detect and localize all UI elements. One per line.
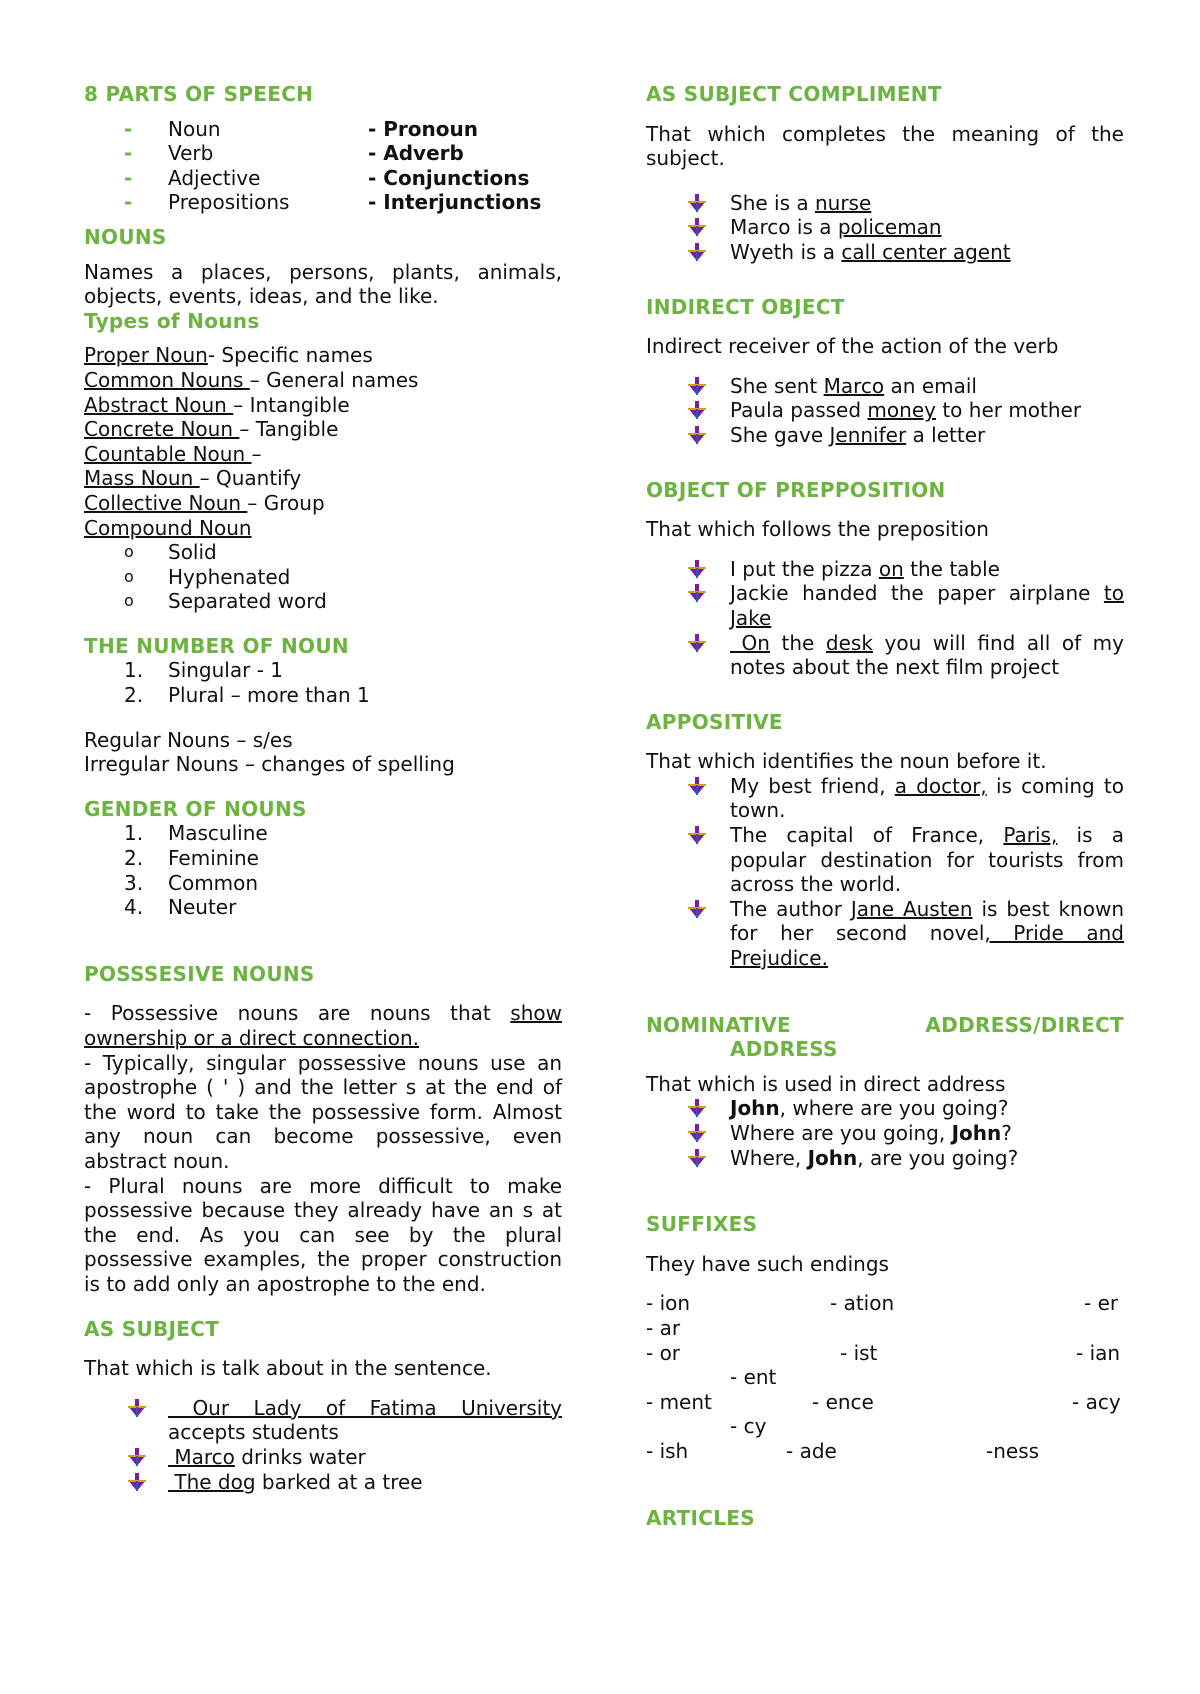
regular-nouns: Regular Nouns – s/es: [84, 727, 293, 752]
list-item: She is a nurse: [646, 191, 1124, 216]
possessive-p3: - Plural nouns are more difficult to make possessive because they already have an s at the end. As you can see by the plural possessive examples, the proper construction is to add only an apostrophe to the end.: [84, 1173, 562, 1296]
irregular-nouns: Irregular Nouns – changes of spelling: [84, 752, 455, 777]
suffixes-definition: They have such endings: [646, 1251, 889, 1276]
list-item: Where are you going, John?: [646, 1121, 1124, 1146]
arrow-bullet-icon: [646, 191, 730, 212]
appositive-definition: That which identifies the noun before it.: [646, 749, 1047, 774]
list-item: My best friend, a doctor, is coming to town.: [646, 774, 1124, 823]
suffixes-heading: SUFFIXES: [646, 1212, 758, 1237]
list-item: The capital of France, Paris, is a popular destination for tourists from across the world.: [646, 823, 1124, 897]
subject-compliment-definition: That which completes the meaning of the subject.: [646, 121, 1124, 171]
list-item: - or - ist - ian: [646, 1340, 1121, 1365]
list-item: - ion - ation - er: [646, 1291, 1119, 1316]
right-column: [646, 82, 1124, 1530]
list-item: - Adjective - Conjunctions: [124, 165, 530, 190]
list-item: Marco is a policeman: [646, 215, 1124, 240]
left-column: [84, 82, 562, 1494]
possessive-p2: - Typically, singular possessive nouns use an apostrophe ( ' ) and the letter s at the end of the word to take the possessive form. Almost any noun can become possessive, even abstract noun.: [84, 1050, 562, 1173]
list-item: 3. Common: [124, 870, 259, 895]
arrow-bullet-icon: [646, 823, 730, 844]
object-of-preposition-heading: OBJECT OF PREPPOSITION: [646, 477, 946, 502]
list-item: 4. Neuter: [124, 895, 237, 920]
list-item: - Noun - Pronoun: [124, 116, 478, 141]
arrow-bullet-icon: [646, 774, 730, 795]
list-item: Wyeth is a call center agent: [646, 240, 1124, 265]
list-item: Jackie handed the paper airplane to Jake: [646, 581, 1124, 630]
arrow-bullet-icon: [84, 1396, 168, 1417]
list-item: Countable Noun –: [84, 441, 262, 466]
gender-heading: GENDER OF NOUNS: [84, 796, 307, 821]
arrow-bullet-icon: [84, 1470, 168, 1491]
list-item: - ent: [730, 1365, 777, 1390]
arrow-bullet-icon: [646, 423, 730, 444]
articles-heading: ARTICLES: [646, 1505, 755, 1530]
list-item: - ar: [646, 1315, 681, 1340]
list-item: She gave Jennifer a letter: [646, 423, 1124, 448]
nominative-address-heading: NOMINATIVE ADDRESS/DIRECT: [646, 1012, 1124, 1037]
list-item: On the desk you will find all of my notes about the next film project: [646, 631, 1124, 680]
nominative-address-heading-cont: ADDRESS: [730, 1037, 838, 1062]
list-item: - Prepositions - Interjunctions: [124, 190, 542, 215]
list-item: Concrete Noun – Tangible: [84, 417, 339, 442]
list-item: o Solid: [124, 540, 217, 565]
subject-compliment-heading: AS SUBJECT COMPLIMENT: [646, 82, 942, 106]
list-item: The dog barked at a tree: [84, 1470, 562, 1495]
list-item: 1. Singular - 1: [124, 658, 283, 683]
list-item: 2. Feminine: [124, 846, 259, 871]
list-item: Where, John, are you going?: [646, 1146, 1124, 1171]
types-heading: Types of Nouns: [84, 308, 260, 333]
appositive-heading: APPOSITIVE: [646, 709, 783, 734]
arrow-bullet-icon: [646, 557, 730, 578]
list-item: Paula passed money to her mother: [646, 398, 1124, 423]
indirect-object-definition: Indirect receiver of the action of the verb: [646, 334, 1059, 359]
compound-kinds-list: [84, 540, 562, 614]
arrow-bullet-icon: [646, 215, 730, 236]
parts-of-speech-heading: 8 PARTS OF SPEECH: [84, 82, 314, 106]
possessive-heading: POSSSESIVE NOUNS: [84, 961, 315, 986]
arrow-bullet-icon: [646, 897, 730, 918]
list-item: o Separated word: [124, 589, 327, 614]
list-item: Common Nouns – General names: [84, 367, 419, 392]
arrow-bullet-icon: [646, 581, 730, 602]
types-list: [84, 343, 562, 540]
arrow-bullet-icon: [646, 1096, 730, 1117]
arrow-bullet-icon: [646, 374, 730, 395]
number-heading: THE NUMBER OF NOUN: [84, 633, 349, 658]
list-item: Proper Noun- Specific names: [84, 343, 373, 368]
list-item: - cy: [730, 1414, 767, 1439]
list-item: She sent Marco an email: [646, 374, 1124, 399]
possessive-p1: - Possessive nouns are nouns that show ownership or a direct connection.: [84, 1001, 562, 1050]
indirect-object-heading: INDIRECT OBJECT: [646, 294, 845, 319]
arrow-bullet-icon: [646, 398, 730, 419]
list-item: Abstract Noun – Intangible: [84, 392, 350, 417]
object-of-preposition-definition: That which follows the preposition: [646, 517, 989, 542]
arrow-bullet-icon: [646, 1146, 730, 1167]
as-subject-definition: That which is talk about in the sentence.: [84, 1356, 492, 1381]
list-item: Our Lady of Fatima University accepts students: [84, 1396, 562, 1445]
arrow-bullet-icon: [646, 240, 730, 261]
list-item: Collective Noun – Group: [84, 490, 325, 515]
list-item: 2. Plural – more than 1: [124, 683, 370, 708]
list-item: Mass Noun – Quantify: [84, 466, 302, 491]
list-item: I put the pizza on the table: [646, 557, 1124, 582]
suffix-list: [646, 1291, 1124, 1463]
arrow-bullet-icon: [84, 1445, 168, 1466]
list-item: - ish - ade -ness: [646, 1438, 1040, 1463]
arrow-bullet-icon: [646, 1121, 730, 1142]
list-item: John, where are you going?: [646, 1096, 1124, 1121]
list-item: - Verb - Adverb: [124, 141, 464, 166]
list-item: Compound Noun: [84, 515, 252, 540]
list-item: The author Jane Austen is best known for her second novel, Pride and Prejudice.: [646, 897, 1124, 971]
list-item: 1. Masculine: [124, 821, 268, 846]
list-item: Marco drinks water: [84, 1445, 562, 1470]
list-item: o Hyphenated: [124, 564, 291, 589]
nominative-address-definition: That which is used in direct address: [646, 1071, 1006, 1096]
parts-list: [84, 117, 562, 215]
list-item: - ment - ence - acy: [646, 1389, 1121, 1414]
nouns-heading: NOUNS: [84, 224, 167, 249]
nouns-definition: Names a places, persons, plants, animals, objects, events, ideas, and the like.: [84, 259, 562, 309]
arrow-bullet-icon: [646, 631, 730, 652]
as-subject-heading: AS SUBJECT: [84, 1316, 220, 1341]
